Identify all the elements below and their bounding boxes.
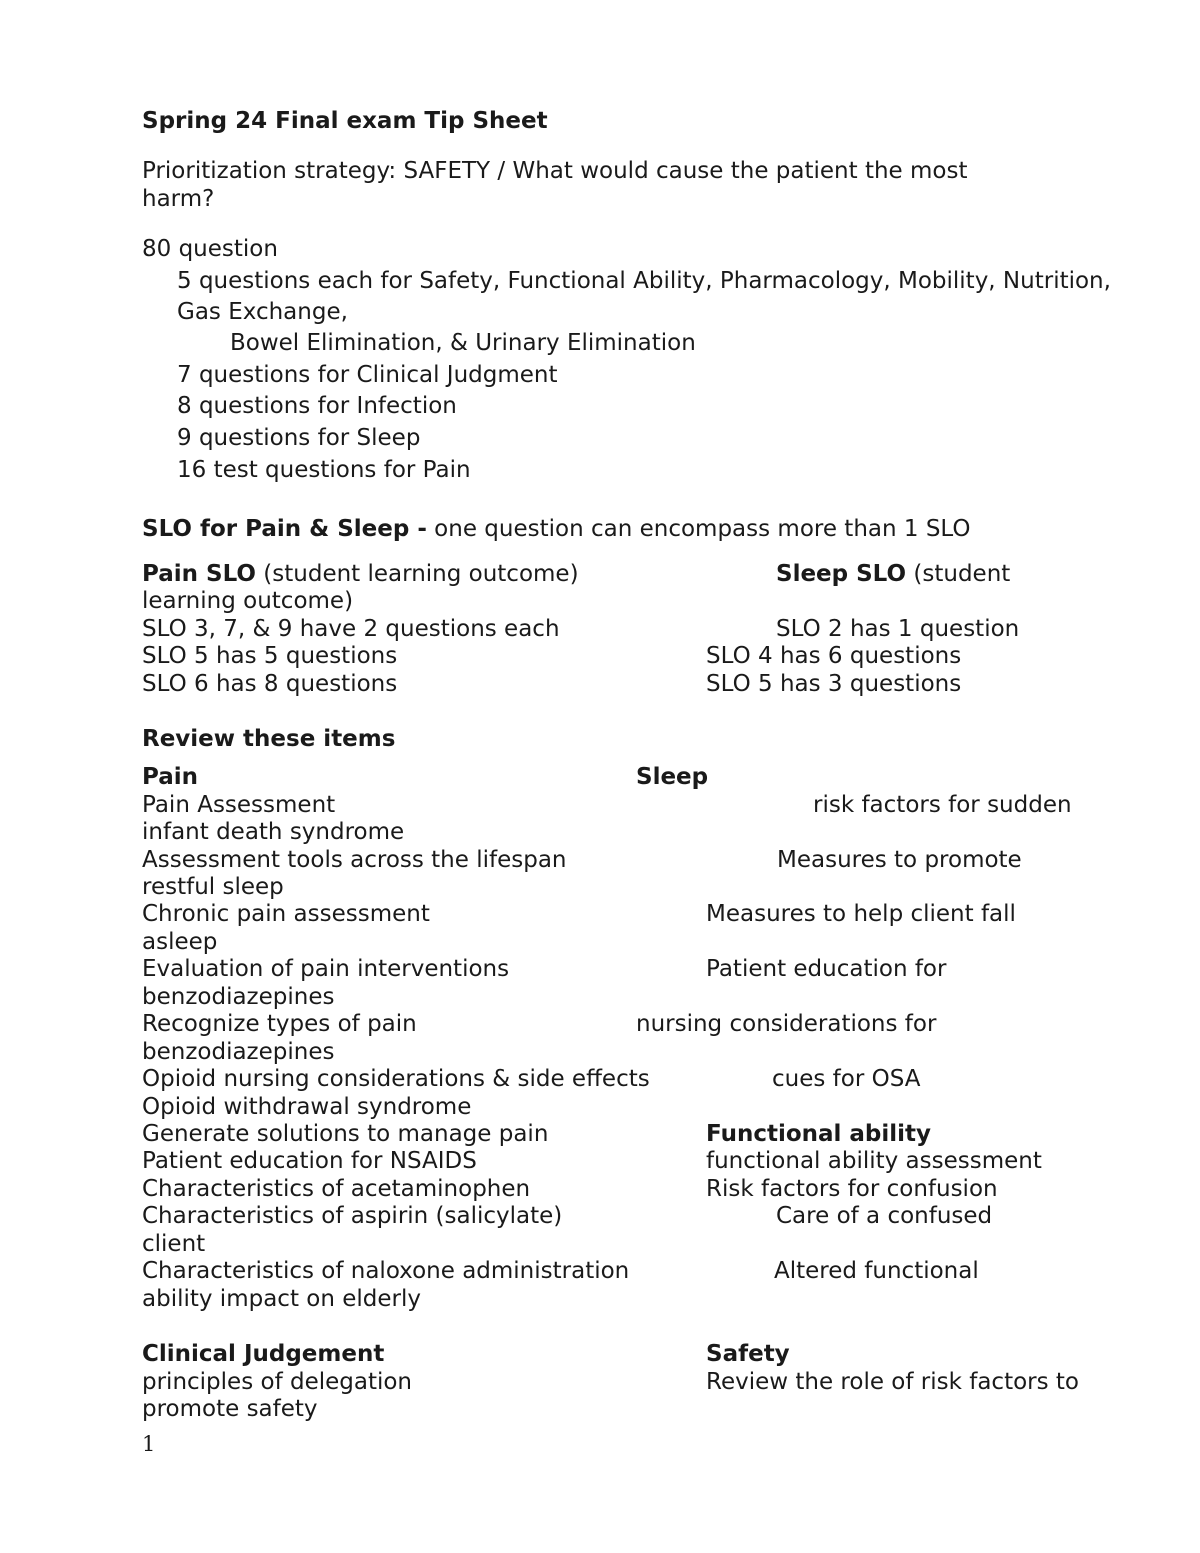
question-item: 8 questions for Infection [177,393,457,419]
pain-slo-row: SLO 5 has 5 questions [142,643,398,669]
review-left-line: infant death syndrome [142,819,405,845]
question-item: 5 questions each for Safety, Functional Ability, Pharmacology, Mobility, Nutrition, [177,268,1111,294]
pain-slo-row: SLO 3, 7, & 9 have 2 questions each [142,616,560,642]
pain-slo-label-rest: (student learning outcome) [255,561,579,587]
sleep-slo-row: SLO 4 has 6 questions [706,643,962,669]
slo-heading [142,518,971,541]
review-left-line: Characteristics of aspirin (salicylate) [142,1203,563,1229]
question-item: 7 questions for Clinical Judgment [177,362,558,388]
clinical-line: principles of delegation [142,1369,413,1395]
slo-heading-rest: one question can encompass more than 1 SLO [426,516,971,542]
review-right-line: risk factors for sudden [813,792,1072,818]
review-right-line: Altered functional [774,1258,979,1284]
sleep-slo-label-bold: Sleep SLO [776,561,907,587]
review-left-line: Chronic pain assessment [142,901,430,927]
functional-ability-heading: Functional ability [706,1121,932,1147]
safety-line: Review the role of risk factors to [706,1369,1080,1395]
review-left-line: Opioid nursing considerations & side effects [142,1066,650,1092]
review-left-line: Generate solutions to manage pain [142,1121,549,1147]
review-right-line: nursing considerations for [636,1011,937,1037]
review-right-line: Patient education for [706,956,947,982]
safety-heading: Safety [706,1341,790,1367]
review-left-line: benzodiazepines [142,984,335,1010]
sleep-slo-label-wrap: learning outcome) [142,588,354,614]
review-sleep-heading: Sleep [636,764,709,790]
review-heading: Review these items [142,726,396,752]
sleep-slo-row: SLO 2 has 1 question [776,616,1020,642]
review-left-line: Evaluation of pain interventions [142,956,510,982]
review-left-line: Patient education for NSAIDS [142,1148,477,1174]
clinical-judgement-heading: Clinical Judgement [142,1341,385,1367]
review-right-line: cues for OSA [772,1066,921,1092]
question-item: 16 test questions for Pain [177,457,471,483]
document-title: Spring 24 Final exam Tip Sheet [142,108,548,134]
clinical-line: promote safety [142,1396,318,1422]
pain-slo-row: SLO 6 has 8 questions [142,671,398,697]
review-left-line: ability impact on elderly [142,1286,421,1312]
review-left-line: Characteristics of acetaminophen [142,1176,531,1202]
review-left-line: Opioid withdrawal syndrome [142,1094,472,1120]
review-left-line: Characteristics of naloxone administration [142,1258,630,1284]
review-left-line: restful sleep [142,874,284,900]
sleep-slo-label-rest: (student [906,561,1011,587]
total-questions: 80 question [142,236,278,262]
review-left-line: Assessment tools across the lifespan [142,847,567,873]
review-right-line: functional ability assessment [706,1148,1042,1174]
pain-slo-label-bold: Pain SLO [142,561,256,587]
review-left-line: Pain Assessment [142,792,336,818]
question-item: 9 questions for Sleep [177,425,421,451]
sleep-slo-row: SLO 5 has 3 questions [706,671,962,697]
strategy-line-2: harm? [142,186,215,212]
review-right-line: Care of a confused [776,1203,993,1229]
sleep-slo-label [776,563,1010,586]
pain-slo-label [142,563,579,586]
review-left-line: client [142,1231,206,1257]
slo-heading-bold: SLO for Pain & Sleep - [142,516,427,542]
review-pain-heading: Pain [142,764,199,790]
review-right-line: Measures to help client fall [706,901,1016,927]
review-left-line: benzodiazepines [142,1039,335,1065]
question-item: Gas Exchange, [177,299,348,325]
strategy-line-1: Prioritization strategy: SAFETY / What would cause the patient the most [142,158,968,184]
question-item: Bowel Elimination, & Urinary Elimination [230,330,696,356]
review-right-line: Measures to promote [777,847,1022,873]
review-left-line: asleep [142,929,218,955]
page-number: 1 [142,1432,156,1456]
review-right-line: Risk factors for confusion [706,1176,998,1202]
review-left-line: Recognize types of pain [142,1011,417,1037]
